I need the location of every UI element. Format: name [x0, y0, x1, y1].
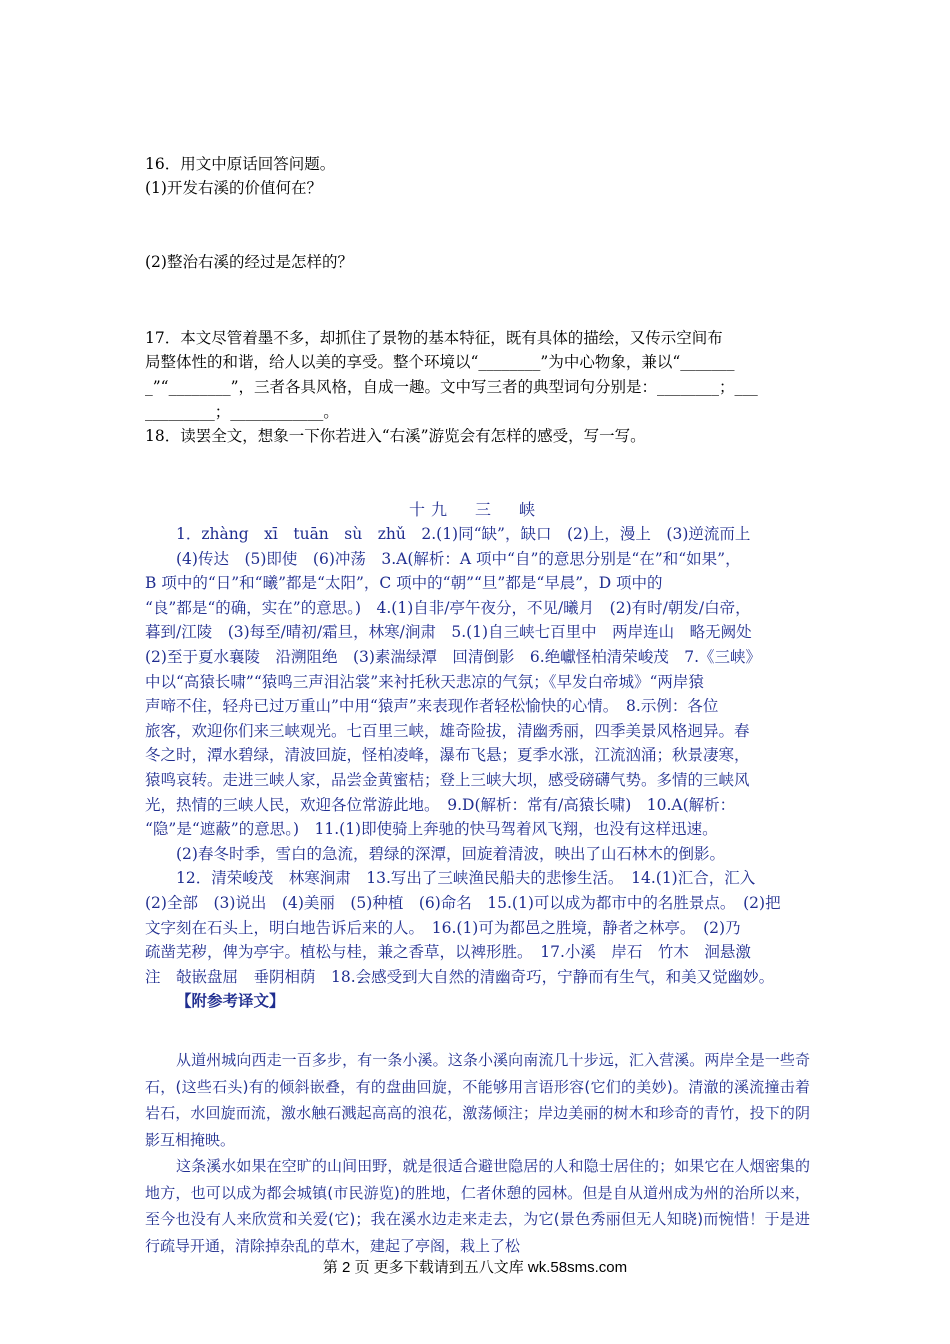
- translation-paragraph-1: 从道州城向西走一百多步，有一条小溪。这条小溪向南流几十步远，汇入营溪。两岸全是一些奇石，(这些石头)有的倾斜嵌叠，有的盘曲回旋，不能够用言语形容(它们的美妙)。清澈的溪流撞击着岩石，水回旋而流，激水触石溅起高高的浪花，激荡倾注；岸边美丽的树木和珍奇的青竹，投下的阴影互相掩映。: [145, 1051, 810, 1149]
- answers-title: 十九 三 峡: [408, 500, 541, 519]
- question-18: 18．读罢全文，想象一下你若进入“右溪”游览会有怎样的感受，写一写。: [145, 427, 646, 445]
- question-17-line-1: 17．本文尽管着墨不多，却抓住了景物的基本特征，既有具体的描绘，又传示空间布: [145, 329, 723, 347]
- answer-line: 注 敧嵌盘屈 垂阴相荫 18.会感受到大自然的清幽奇巧，宁静而有生气，和美又觉幽妙。: [145, 967, 775, 986]
- answer-line: 疏凿芜秽，俾为亭宇。植松与桂，兼之香草，以裨形胜。 17.小溪 岸石 竹木 洄悬激: [145, 943, 751, 962]
- answer-line: (4)传达 (5)即使 (6)冲荡 3.A(解析：A 项中“自”的意思分别是“在”和“如果”，: [176, 549, 741, 568]
- answer-line: B 项中的“日”和“曦”都是“太阳”，C 项中的“朝”“旦”都是“早晨”，D 项中的: [145, 574, 663, 593]
- question-16-heading: 16．用文中原话回答问题。: [145, 155, 336, 173]
- answer-line: 中以“高猿长啸”“猿鸣三声泪沾裳”来衬托秋天悲凉的气氛；《早发白帝城》“两岸猿: [145, 672, 704, 691]
- question-17-line-3: _”“________”，三者各具风格，自成一趣。文中写三者的典型词句分别是：________；___: [145, 378, 758, 396]
- translation-paragraph-2: 这条溪水如果在空旷的山间田野，就是很适合避世隐居的人和隐士居住的；如果它在人烟密集的地方，也可以成为都会城镇(市民游览)的胜地，仁者休憩的园林。但是自从道州成为州的治所以来，至今也没有人来欣赏和关爱(它)；我在溪水边走来走去，为它(景色秀丽但无人知晓)而惋惜！于是进行疏导开通，清除掉杂乱的草木，建起了亭阁，栽上了松: [145, 1157, 810, 1255]
- answer-line: 冬之时，潭水碧绿，清波回旋，怪柏凌峰，瀑布飞悬；夏季水涨，江流汹涌；秋景凄寒，: [145, 746, 750, 765]
- appendix-label: 【附参考译文】: [176, 991, 285, 1011]
- answer-line: 文字刻在石头上，明白地告诉后来的人。 16.(1)可为都邑之胜境，静者之林亭。 (2)乃: [145, 918, 741, 937]
- question-17-line-4: _________；____________。: [145, 403, 339, 421]
- answer-line: 12．清荣峻茂 林寒涧肃 13.写出了三峡渔民船夫的悲惨生活。 14.(1)汇合，汇入: [176, 869, 756, 888]
- answer-line: (2)全部 (3)说出 (4)美丽 (5)种植 (6)命名 15.(1)可以成为都市中的名胜景点。 (2)把: [145, 893, 781, 912]
- answer-line: “隐”是“遮蔽”的意思。) 11.(1)即使骑上奔驰的快马驾着风飞翔，也没有这样迅速。: [145, 820, 718, 839]
- answer-key: [145, 522, 810, 1014]
- answer-line: 旅客，欢迎你们来三峡观光。七百里三峡，雄奇险拔，清幽秀丽，四季美景风格迥异。春: [145, 721, 750, 740]
- answer-line: 暮到/江陵 (3)每至/晴初/霜旦，林寒/涧肃 5.(1)自三峡七百里中 两岸连山 略无阙处: [145, 623, 752, 642]
- answer-line: 1．zhàng xī tuān sù zhǔ 2.(1)同“缺”，缺口 (2)上，漫上 (3)逆流而上: [176, 525, 751, 543]
- reference-translation: [145, 1047, 810, 1259]
- answer-line: 光，热情的三峡人民，欢迎各位常游此地。 9.D(解析：常有/高猿长啸) 10.A(解析：: [145, 795, 736, 814]
- answer-line: 猿鸣哀转。走进三峡人家，品尝金黄蜜桔；登上三峡大坝，感受磅礴气势。多情的三峡风: [145, 770, 750, 789]
- answer-line: “良”都是“的确，实在”的意思。) 4.(1)自非/亭午夜分，不见/曦月 (2)有时/朝发/白帝，: [145, 598, 751, 617]
- question-17-line-2: 局整体性的和谐，给人以美的享受。整个环境以“________”为中心物象，兼以“_______: [145, 353, 735, 371]
- question-16-part-1: (1)开发右溪的价值何在？: [145, 179, 322, 197]
- page-footer: 第 2 页 更多下载请到五八文库 wk.58sms.com: [322, 1259, 628, 1276]
- answer-line: (2)至于夏水襄陵 沿溯阻绝 (3)素湍绿潭 回清倒影 6.绝巘怪柏清荣峻茂 7.《三峡》: [145, 647, 761, 666]
- question-16-part-2: (2)整治右溪的经过是怎样的？: [145, 253, 353, 271]
- answer-line: 声啼不住，轻舟已过万重山”中用“猿声”来表现作者轻松愉快的心情。 8.示例：各位: [145, 697, 719, 716]
- answer-line: (2)春冬时季，雪白的急流，碧绿的深潭，回旋着清波，映出了山石林木的倒影。: [176, 844, 725, 863]
